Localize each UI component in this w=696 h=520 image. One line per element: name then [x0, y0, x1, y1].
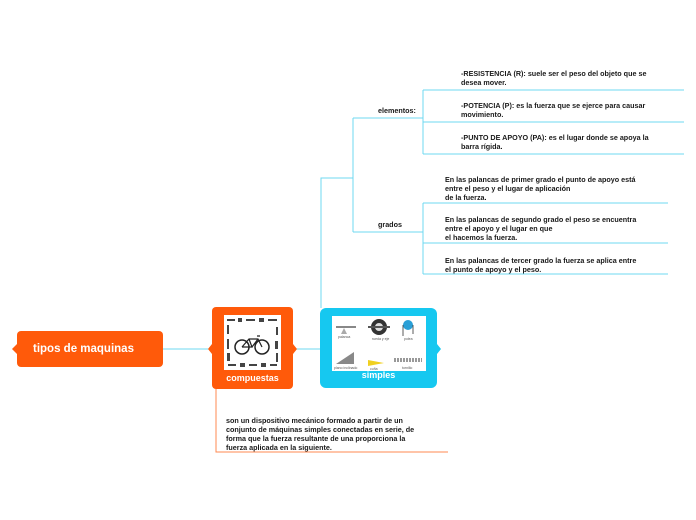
root-node[interactable]	[17, 331, 163, 367]
simple-machines-icon	[332, 316, 426, 371]
text-line: -PUNTO DE APOYO (PA): es el lugar donde se apoya la	[461, 133, 649, 142]
elementos-item-potencia[interactable]	[461, 101, 681, 119]
grados-item-primer[interactable]	[445, 175, 667, 202]
polea-label: polea	[404, 337, 413, 341]
elementos-label[interactable]: elementos:	[378, 106, 416, 115]
text-line: En las palancas de primer grado el punto de apoyo está	[445, 175, 636, 184]
palanca-label: palanca	[338, 335, 351, 339]
text-line: el punto de apoyo y el peso.	[445, 265, 542, 274]
bicycle-parts-icon	[224, 315, 281, 370]
simples-node[interactable]	[320, 308, 437, 388]
text-line: -RESISTENCIA (R): suele ser el peso del objeto que se	[461, 69, 647, 78]
text-line: conjunto de máquinas simples conectadas en serie, de	[226, 425, 415, 434]
text-line: -POTENCIA (P): es la fuerza que se ejerce para causar	[461, 101, 646, 110]
text-line: barra rígida.	[461, 142, 503, 151]
text-line: En las palancas de segundo grado el peso se encuentra	[445, 215, 637, 224]
text-line: forma que la fuerza resultante de una proporciona la	[226, 434, 406, 443]
text-line: entre el apoyo y el lugar en que	[445, 224, 553, 233]
compuestas-description[interactable]	[226, 416, 448, 452]
text-line: de la fuerza.	[445, 193, 487, 202]
grados-label[interactable]: grados	[378, 220, 402, 229]
rueda-eje-label: rueda y eje	[372, 337, 390, 341]
grados-item-segundo[interactable]	[445, 215, 667, 242]
compuestas-image	[224, 315, 281, 370]
compuestas-label: compuestas	[226, 373, 279, 383]
elementos-item-resistencia[interactable]	[461, 69, 681, 87]
root-label: tipos de maquinas	[33, 343, 134, 355]
text-line: movimiento.	[461, 110, 504, 119]
tornillo-label: tornillo	[402, 366, 413, 370]
text-line: el hacemos la fuerza.	[445, 233, 518, 242]
text-line: fuerza aplicada en la siguiente.	[226, 443, 332, 452]
elementos-item-punto-apoyo[interactable]	[461, 133, 681, 151]
plano-inclinado-label: plano inclinado	[334, 366, 358, 370]
simples-image	[332, 316, 426, 371]
cuna-label: cuña	[370, 367, 378, 371]
simples-label: simples	[361, 370, 396, 380]
text-line: En las palancas de tercer grado la fuerza se aplica entre	[445, 256, 637, 265]
compuestas-node[interactable]	[212, 307, 293, 389]
text-line: entre el peso y el lugar de aplicación	[445, 184, 571, 193]
grados-item-tercer[interactable]	[445, 256, 667, 274]
text-line: son un dispositivo mecánico formado a partir de un	[226, 416, 403, 425]
text-line: desea mover.	[461, 78, 507, 87]
